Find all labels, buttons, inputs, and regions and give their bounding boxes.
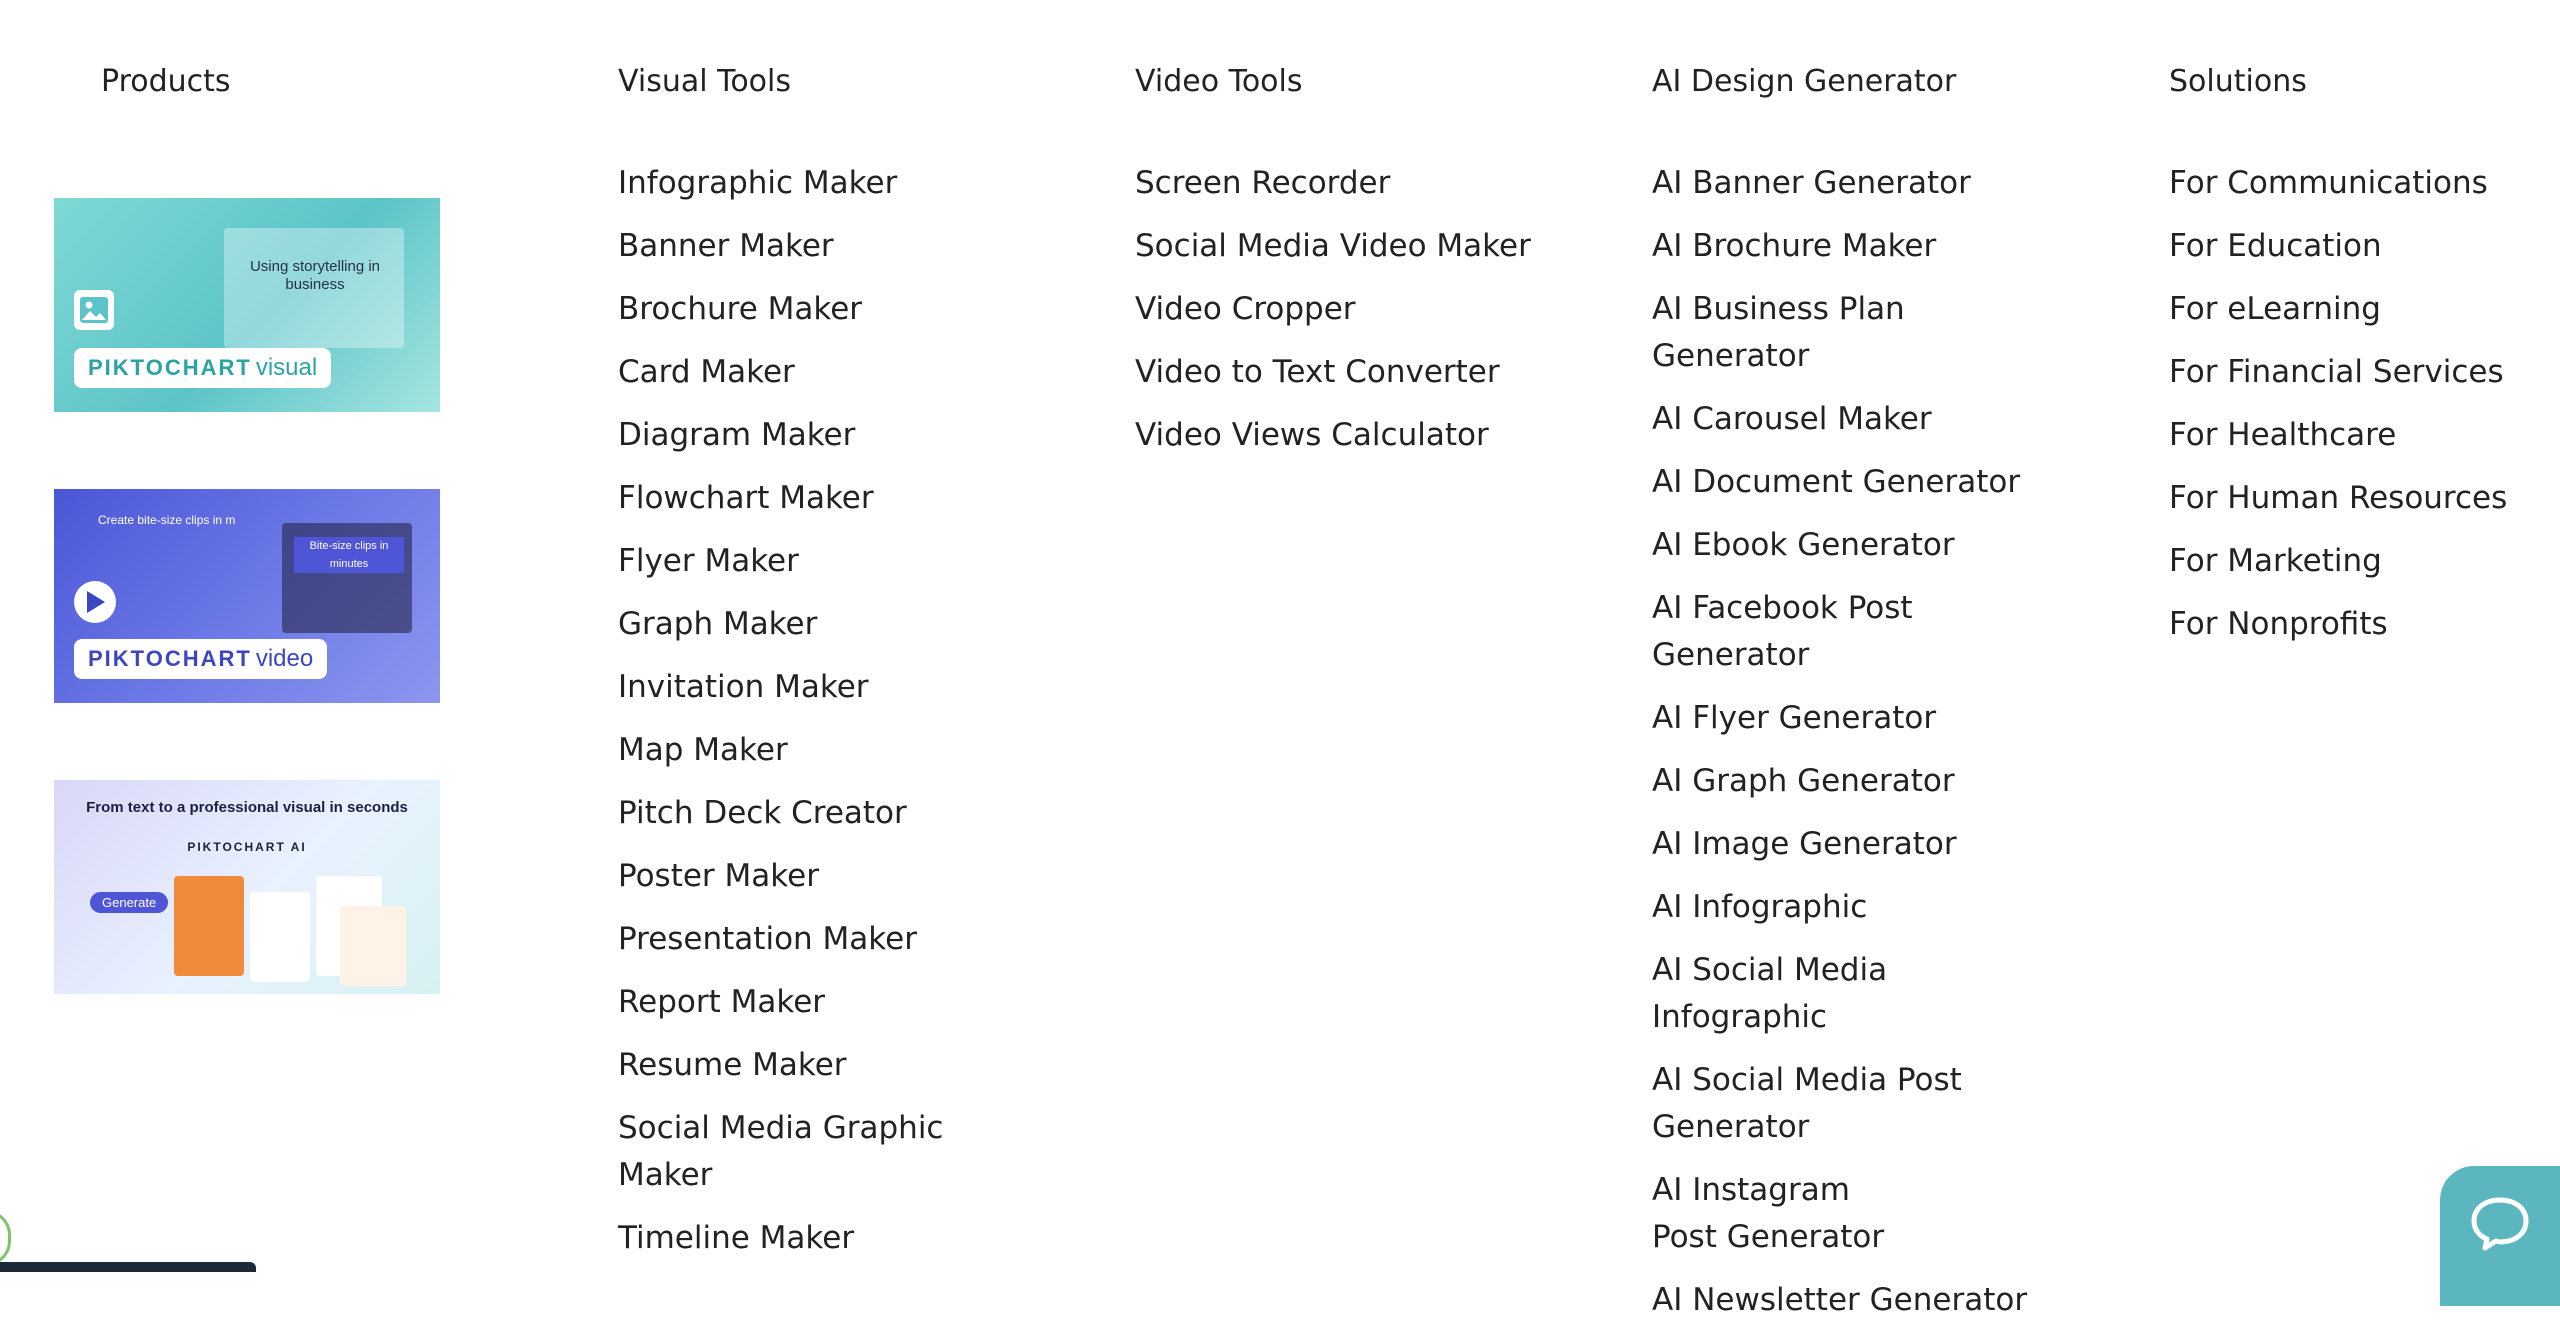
video-clip-label: Bite-size clips in minutes	[294, 537, 404, 573]
link-for-marketing[interactable]: For Marketing	[2169, 543, 2382, 579]
solutions-title: Solutions	[2169, 64, 2307, 99]
visual-tools-list	[618, 160, 1018, 1278]
video-tools-list	[1135, 160, 1555, 475]
link-ai-carousel-maker[interactable]: AI Carousel Maker	[1652, 401, 1932, 437]
piktochart-video-card[interactable]	[54, 489, 440, 703]
link-social-media-graphic-maker[interactable]: Social Media Graphic Maker	[618, 1110, 944, 1193]
link-map-maker[interactable]: Map Maker	[618, 732, 788, 768]
ai-mock-poster-1	[174, 876, 244, 976]
link-ai-business-plan-generator[interactable]: AI Business Plan Generator	[1652, 291, 1905, 374]
link-presentation-maker[interactable]: Presentation Maker	[618, 921, 917, 957]
link-pitch-deck-creator[interactable]: Pitch Deck Creator	[618, 795, 907, 831]
link-banner-maker[interactable]: Banner Maker	[618, 228, 834, 264]
link-brochure-maker[interactable]: Brochure Maker	[618, 291, 863, 327]
link-ai-image-generator[interactable]: AI Image Generator	[1652, 826, 1957, 862]
link-ai-banner-generator[interactable]: AI Banner Generator	[1652, 165, 1971, 201]
link-ai-social-media-infographic[interactable]: AI Social Media Infographic	[1652, 952, 1888, 1035]
link-ai-newsletter-generator[interactable]: AI Newsletter Generator	[1652, 1282, 2028, 1318]
link-timeline-maker[interactable]: Timeline Maker	[618, 1220, 855, 1256]
products-title: Products	[101, 64, 231, 99]
link-flowchart-maker[interactable]: Flowchart Maker	[618, 480, 874, 516]
link-ai-ebook-generator[interactable]: AI Ebook Generator	[1652, 527, 1955, 563]
image-icon	[74, 290, 114, 330]
link-card-maker[interactable]: Card Maker	[618, 354, 795, 390]
link-ai-brochure-maker[interactable]: AI Brochure Maker	[1652, 228, 1937, 264]
ai-mock-poster-4	[340, 906, 406, 986]
link-ai-graph-generator[interactable]: AI Graph Generator	[1652, 763, 1955, 799]
link-ai-facebook-post-generator[interactable]: AI Facebook Post Generator	[1652, 590, 1913, 673]
chat-launcher-button[interactable]	[2440, 1166, 2560, 1306]
generate-button[interactable]: Generate	[90, 892, 168, 913]
link-poster-maker[interactable]: Poster Maker	[618, 858, 819, 894]
link-resume-maker[interactable]: Resume Maker	[618, 1047, 847, 1083]
video-mock-heading: Create bite-size clips in m	[98, 513, 236, 527]
bottom-bar-fragment	[0, 1262, 256, 1272]
link-for-communications[interactable]: For Communications	[2169, 165, 2488, 201]
link-screen-recorder[interactable]: Screen Recorder	[1135, 165, 1391, 201]
visual-mock-heading: Using storytelling in business	[249, 258, 381, 293]
link-social-media-video-maker[interactable]: Social Media Video Maker	[1135, 228, 1531, 264]
link-flyer-maker[interactable]: Flyer Maker	[618, 543, 799, 579]
link-for-financial-services[interactable]: For Financial Services	[2169, 354, 2504, 390]
video-product: video	[255, 645, 314, 672]
piktochart-ai-card[interactable]	[54, 780, 440, 994]
link-graph-maker[interactable]: Graph Maker	[618, 606, 818, 642]
ai-card-headline: From text to a professional visual in seconds	[86, 799, 408, 816]
link-for-elearning[interactable]: For eLearning	[2169, 291, 2381, 327]
visual-product: visual	[255, 354, 318, 381]
link-ai-instagram-post-generator[interactable]: AI Instagram Post Generator	[1652, 1172, 1885, 1255]
link-infographic-maker[interactable]: Infographic Maker	[618, 165, 898, 201]
solutions-list	[2169, 160, 2549, 664]
ai-design-generator-list	[1652, 160, 2072, 1340]
link-ai-social-media-post-generator[interactable]: AI Social Media Post Generator	[1652, 1062, 1962, 1145]
link-ai-infographic[interactable]: AI Infographic	[1652, 889, 1868, 925]
video-brand: PIKTOCHART	[88, 646, 252, 671]
link-video-cropper[interactable]: Video Cropper	[1135, 291, 1356, 327]
floating-widget-edge[interactable]	[0, 1210, 11, 1266]
link-diagram-maker[interactable]: Diagram Maker	[618, 417, 856, 453]
ai-design-generator-title: AI Design Generator	[1652, 64, 1957, 99]
ai-mock-poster-2	[250, 892, 310, 982]
piktochart-video-badge	[74, 639, 327, 679]
link-video-views-calculator[interactable]: Video Views Calculator	[1135, 417, 1489, 453]
piktochart-visual-card[interactable]	[54, 198, 440, 412]
piktochart-visual-badge	[74, 348, 331, 388]
link-video-to-text-converter[interactable]: Video to Text Converter	[1135, 354, 1500, 390]
visual-tools-title: Visual Tools	[618, 64, 791, 99]
link-for-human-resources[interactable]: For Human Resources	[2169, 480, 2508, 516]
link-for-education[interactable]: For Education	[2169, 228, 2382, 264]
ai-card-brand: PIKTOCHART AI	[187, 840, 307, 854]
link-for-nonprofits[interactable]: For Nonprofits	[2169, 606, 2388, 642]
link-for-healthcare[interactable]: For Healthcare	[2169, 417, 2397, 453]
link-ai-document-generator[interactable]: AI Document Generator	[1652, 464, 2021, 500]
link-invitation-maker[interactable]: Invitation Maker	[618, 669, 869, 705]
chat-bubble-icon	[2470, 1196, 2530, 1252]
link-ai-flyer-generator[interactable]: AI Flyer Generator	[1652, 700, 1937, 736]
visual-brand: PIKTOCHART	[88, 355, 252, 380]
play-icon	[74, 581, 116, 623]
link-report-maker[interactable]: Report Maker	[618, 984, 826, 1020]
video-tools-title: Video Tools	[1135, 64, 1303, 99]
